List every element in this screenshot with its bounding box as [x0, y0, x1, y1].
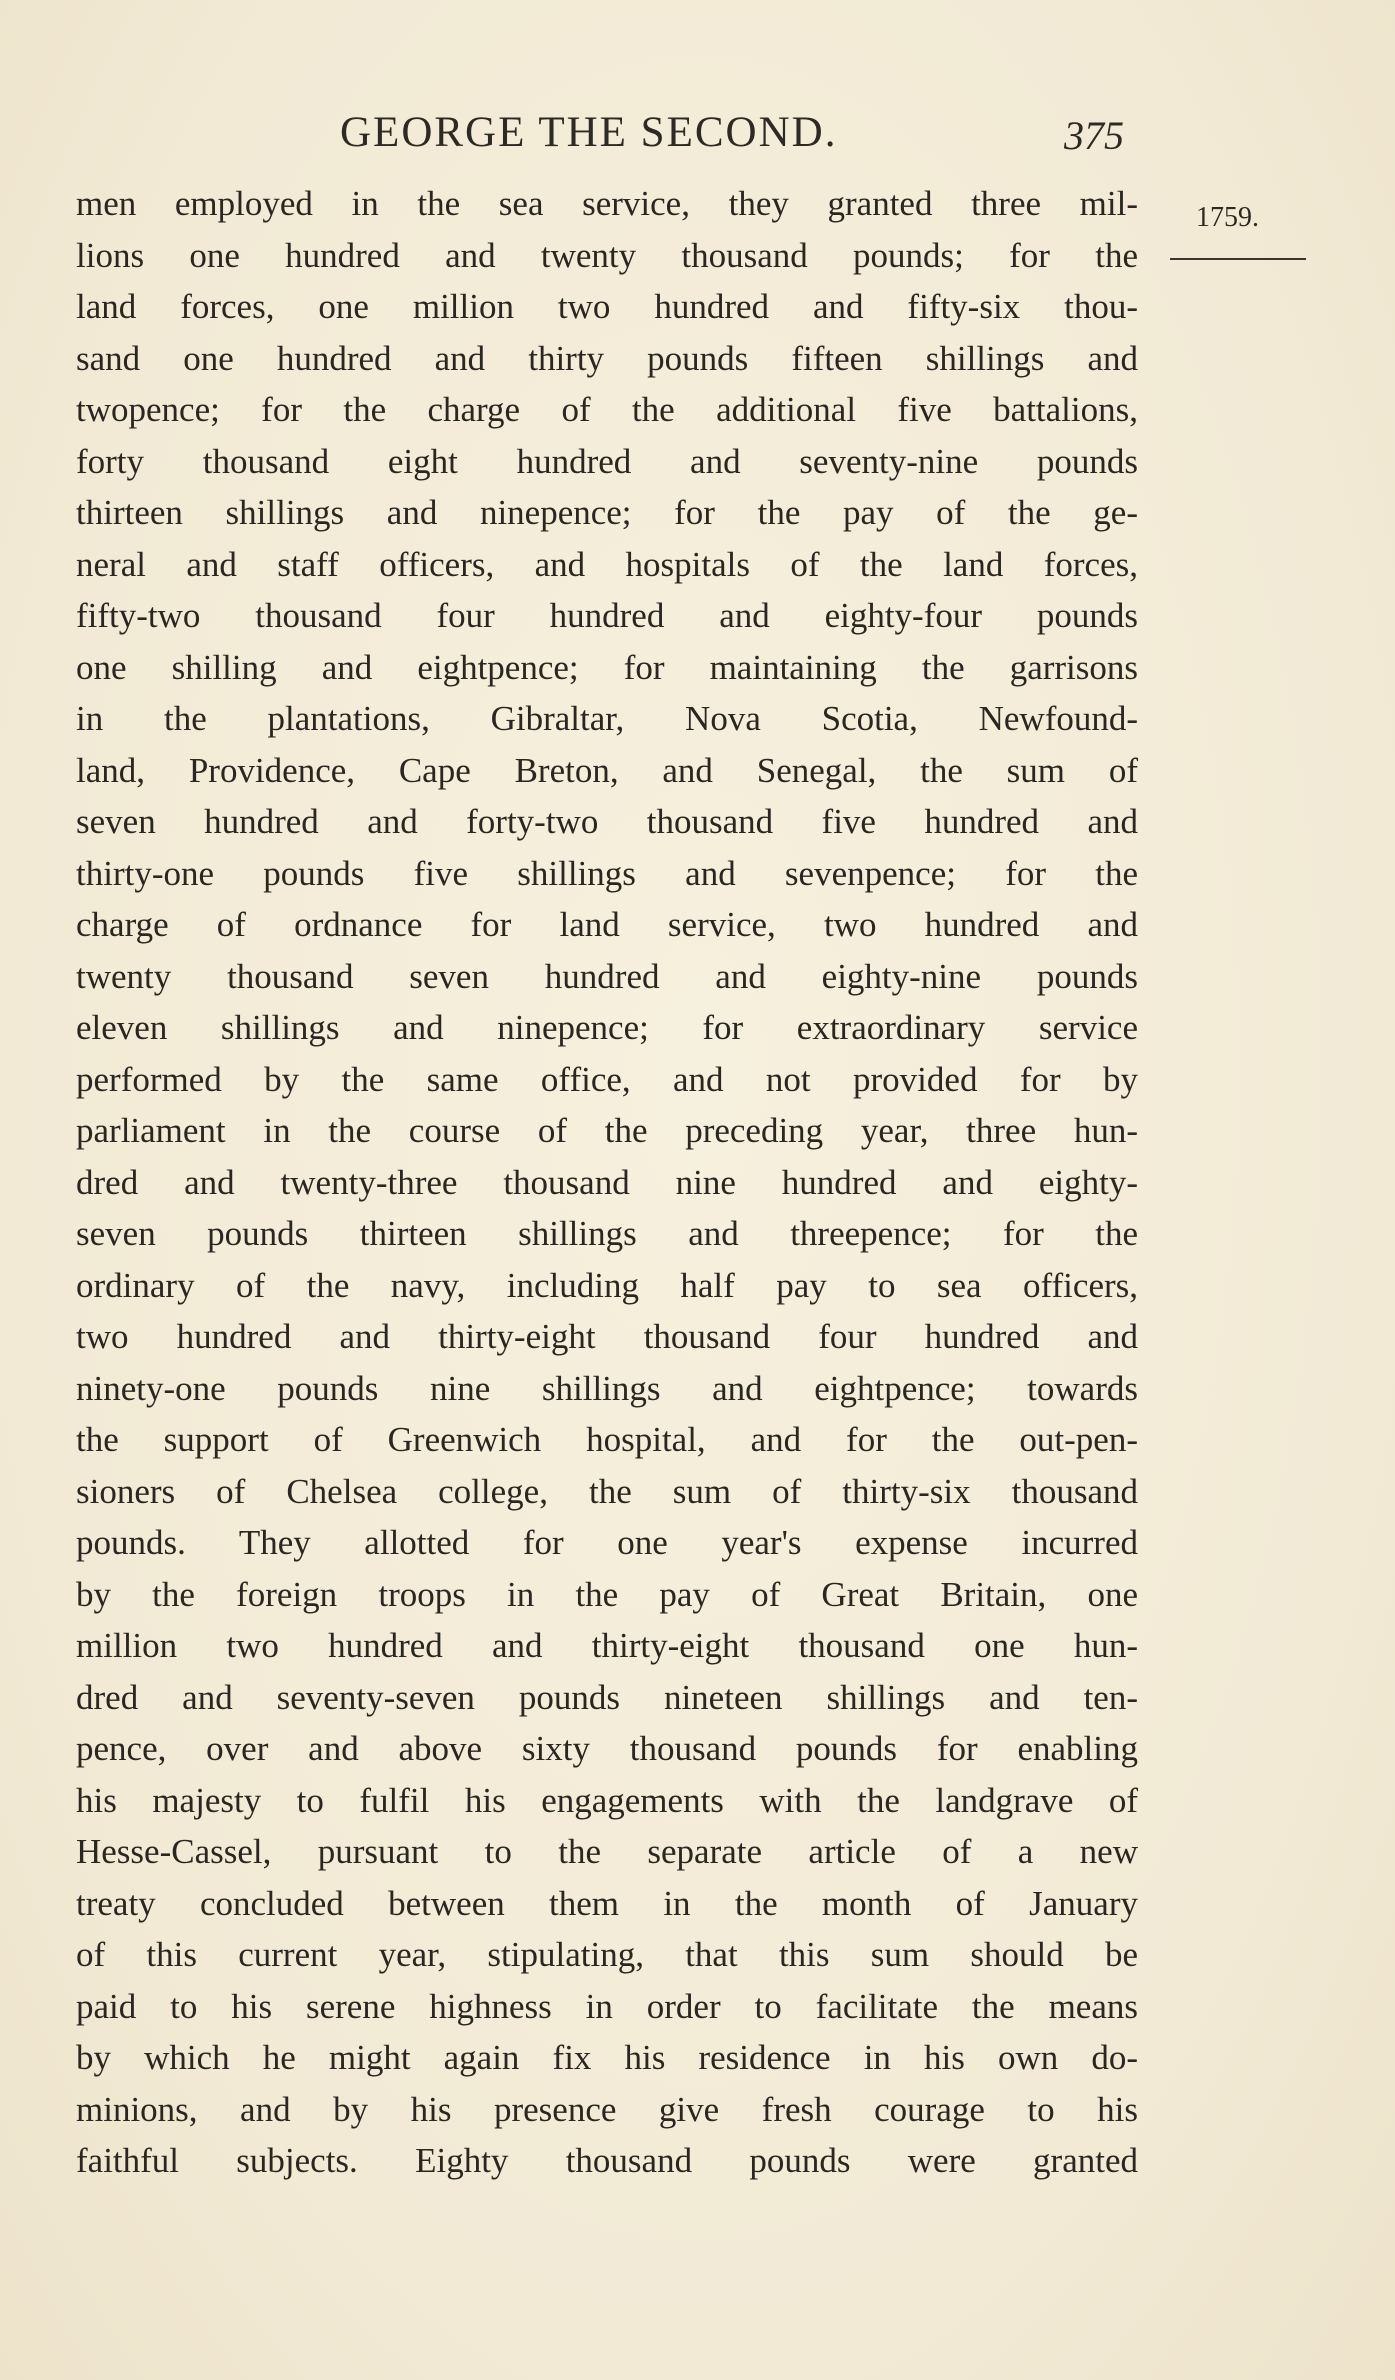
text-line: paid to his serene highness in order to facilitate the means	[76, 1986, 1138, 2026]
text-line: Hesse-Cassel, pursuant to the separate article of a new	[76, 1832, 1138, 1871]
text-line: seven hundred and forty-two thousand five hundred and	[76, 802, 1138, 841]
text-line: seven pounds thirteen shillings and threepence; for the	[76, 1214, 1138, 1253]
text-line: land, Providence, Cape Breton, and Senegal, the sum of	[76, 750, 1138, 790]
text-line: thirteen shillings and ninepence; for the pay of the ge-	[76, 493, 1138, 532]
text-line: parliament in the course of the preceding year, three hun-	[76, 1111, 1138, 1150]
text-line: ninety-one pounds nine shillings and eightpence; towards	[76, 1368, 1138, 1408]
margin-year-note: 1759.	[1196, 202, 1259, 233]
text-line: in the plantations, Gibraltar, Nova Scotia, Newfound-	[76, 699, 1138, 738]
text-line: neral and staff officers, and hospitals of the land forces,	[76, 544, 1138, 584]
text-line: pounds. They allotted for one year's expense incurred	[76, 1523, 1138, 1562]
text-line: dred and twenty-three thousand nine hundred and eighty-	[76, 1162, 1138, 1202]
body-text	[76, 178, 1138, 2187]
text-line: forty thousand eight hundred and seventy-nine pounds	[76, 441, 1138, 481]
text-line: performed by the same office, and not provided for by	[76, 1059, 1138, 1099]
margin-rule	[1170, 258, 1306, 260]
text-line: million two hundred and thirty-eight thousand one hun-	[76, 1626, 1138, 1665]
text-line: of this current year, stipulating, that this sum should be	[76, 1935, 1138, 1974]
text-line: one shilling and eightpence; for maintaining the garrisons	[76, 647, 1138, 687]
text-line: sioners of Chelsea college, the sum of thirty-six thousand	[76, 1471, 1138, 1511]
text-line: faithful subjects. Eighty thousand pounds were granted	[76, 2141, 1138, 2180]
text-line: minions, and by his presence give fresh courage to his	[76, 2089, 1138, 2129]
text-line: land forces, one million two hundred and fifty-six thou-	[76, 287, 1138, 326]
page-number: 375	[1064, 113, 1124, 158]
text-line: dred and seventy-seven pounds nineteen shillings and ten-	[76, 1677, 1138, 1717]
text-line: thirty-one pounds five shillings and sevenpence; for the	[76, 853, 1138, 893]
text-line: by the foreign troops in the pay of Great Britain, one	[76, 1574, 1138, 1614]
text-line: twopence; for the charge of the additional five battalions,	[76, 390, 1138, 429]
text-line: charge of ordnance for land service, two hundred and	[76, 905, 1138, 944]
text-line: men employed in the sea service, they granted three mil-	[76, 184, 1138, 223]
text-line: by which he might again fix his residence in his own do-	[76, 2038, 1138, 2077]
running-head-title: GEORGE THE SECOND.	[340, 109, 838, 156]
text-line: ordinary of the navy, including half pay to sea officers,	[76, 1265, 1138, 1305]
text-line: his majesty to fulfil his engagements with the landgrave of	[76, 1780, 1138, 1820]
text-line: the support of Greenwich hospital, and for the out-pen-	[76, 1420, 1138, 1459]
text-line: lions one hundred and twenty thousand pounds; for the	[76, 235, 1138, 275]
text-line: treaty concluded between them in the month of January	[76, 1883, 1138, 1923]
text-line: twenty thousand seven hundred and eighty-nine pounds	[76, 956, 1138, 996]
text-line: eleven shillings and ninepence; for extraordinary service	[76, 1008, 1138, 1047]
text-line: two hundred and thirty-eight thousand four hundred and	[76, 1317, 1138, 1356]
text-line: fifty-two thousand four hundred and eighty-four pounds	[76, 596, 1138, 635]
text-line: sand one hundred and thirty pounds fifteen shillings and	[76, 338, 1138, 378]
text-line: pence, over and above sixty thousand pounds for enabling	[76, 1729, 1138, 1768]
